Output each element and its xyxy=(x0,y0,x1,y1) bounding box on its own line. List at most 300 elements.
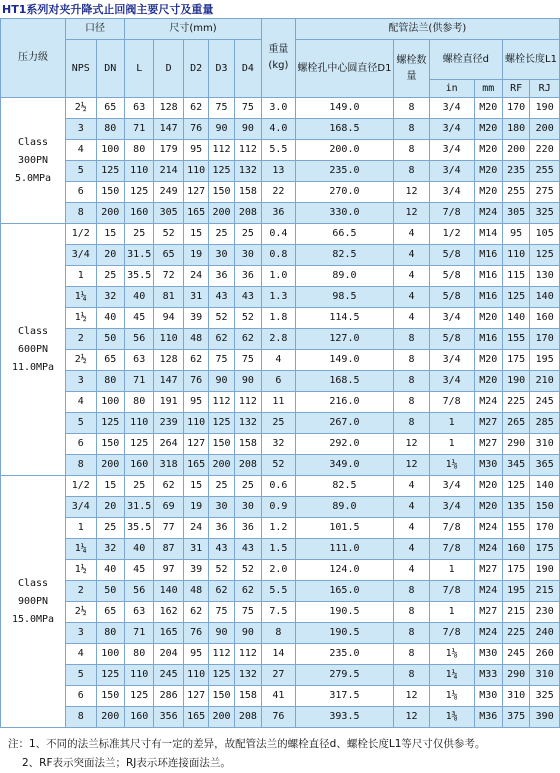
table-cell: 3/4 xyxy=(429,161,474,182)
table-cell: 77 xyxy=(154,518,183,539)
table-cell: M33 xyxy=(474,665,502,686)
table-cell: 4 xyxy=(394,287,430,308)
table-cell: 94 xyxy=(154,308,183,329)
table-cell: 155 xyxy=(502,329,529,350)
table-cell: 285 xyxy=(530,413,560,434)
table-cell: 56 xyxy=(124,581,153,602)
table-cell: 31 xyxy=(183,287,208,308)
table-cell: M14 xyxy=(474,224,502,245)
table-cell: 147 xyxy=(154,371,183,392)
table-cell: 132 xyxy=(234,161,261,182)
table-cell: 112 xyxy=(234,644,261,665)
table-cell: 32 xyxy=(262,434,296,455)
table-cell: 125 xyxy=(96,665,124,686)
table-cell: 50 xyxy=(96,329,124,350)
table-cell: 71 xyxy=(124,371,153,392)
table-cell: 149.0 xyxy=(295,98,394,119)
table-cell: 200 xyxy=(530,119,560,140)
table-row xyxy=(1,140,560,161)
table-cell: 240 xyxy=(530,623,560,644)
table-cell: 170 xyxy=(530,518,560,539)
table-cell: 160 xyxy=(502,539,529,560)
table-cell: 345 xyxy=(502,455,529,476)
header-dimensions: 尺寸(mm) xyxy=(124,19,261,40)
table-cell: 112 xyxy=(209,644,234,665)
pressure-class-line: 5.0MPa xyxy=(14,172,52,184)
table-cell: 1⅜ xyxy=(429,707,474,728)
table-cell: 40 xyxy=(124,539,153,560)
table-cell: 8 xyxy=(394,371,430,392)
table-cell: 19 xyxy=(183,497,208,518)
table-cell: 393.5 xyxy=(295,707,394,728)
table-cell: 1.8 xyxy=(262,308,296,329)
table-cell: 43 xyxy=(234,539,261,560)
table-cell: 204 xyxy=(154,644,183,665)
table-cell: 0.6 xyxy=(262,476,296,497)
table-cell: 41 xyxy=(262,686,296,707)
table-cell: M30 xyxy=(474,686,502,707)
table-cell: 75 xyxy=(209,350,234,371)
pressure-class-line: Class xyxy=(17,325,49,337)
header-bore: 口径 xyxy=(66,19,125,40)
table-cell: 30 xyxy=(209,245,234,266)
table-cell: 112 xyxy=(209,392,234,413)
table-cell: 7/8 xyxy=(429,539,474,560)
table-cell: 168.5 xyxy=(295,371,394,392)
header-mm: mm xyxy=(474,80,502,98)
table-cell: 75 xyxy=(234,602,261,623)
table-cell: 14 xyxy=(262,644,296,665)
table-cell: 15 xyxy=(96,224,124,245)
table-cell: 1.2 xyxy=(262,518,296,539)
table-row xyxy=(1,644,560,665)
table-cell: 255 xyxy=(530,161,560,182)
table-cell: 3 xyxy=(66,371,96,392)
table-cell: 8 xyxy=(66,203,96,224)
table-row xyxy=(1,665,560,686)
header-nps: NPS xyxy=(66,40,96,98)
table-cell: M24 xyxy=(474,518,502,539)
table-cell: 80 xyxy=(96,119,124,140)
header-row-1 xyxy=(1,19,560,40)
pressure-class-line: Class xyxy=(17,136,49,148)
table-cell: 6 xyxy=(66,182,96,203)
table-cell: 50 xyxy=(96,581,124,602)
table-cell: 12 xyxy=(394,707,430,728)
table-cell: M27 xyxy=(474,602,502,623)
header-flange: 配管法兰(供参考) xyxy=(295,19,559,40)
table-cell: 4 xyxy=(394,539,430,560)
table-cell: 52 xyxy=(154,224,183,245)
table-cell: 390 xyxy=(530,707,560,728)
header-d4: D4 xyxy=(234,40,261,98)
table-cell: 7/8 xyxy=(429,623,474,644)
table-cell: 25 xyxy=(209,224,234,245)
table-cell: 195 xyxy=(530,350,560,371)
table-cell: 8 xyxy=(394,140,430,161)
table-row xyxy=(1,371,560,392)
table-cell: 1¼ xyxy=(66,287,96,308)
table-cell: 4.0 xyxy=(262,119,296,140)
table-row xyxy=(1,161,560,182)
table-cell: 128 xyxy=(154,350,183,371)
pressure-class-cell xyxy=(1,476,66,728)
table-cell: 35.5 xyxy=(124,266,153,287)
table-cell: 3/4 xyxy=(429,497,474,518)
table-cell: 97 xyxy=(154,560,183,581)
table-cell: 11 xyxy=(262,392,296,413)
footnote-1: 注：1、不同的法兰标准其尺寸有一定的差异，故配管法兰的螺栓直径d、螺栓长度L1等尺寸仅供参考。 xyxy=(8,738,486,750)
table-cell: 31 xyxy=(183,539,208,560)
table-cell: 8 xyxy=(394,602,430,623)
table-cell: 0.4 xyxy=(262,224,296,245)
table-cell: 180 xyxy=(502,119,529,140)
table-cell: 125 xyxy=(209,665,234,686)
table-cell: 62 xyxy=(234,329,261,350)
table-cell: 8 xyxy=(394,161,430,182)
table-cell: 5/8 xyxy=(429,287,474,308)
table-cell: 195 xyxy=(502,581,529,602)
table-cell: 200 xyxy=(502,140,529,161)
table-cell: 65 xyxy=(96,98,124,119)
table-cell: 25 xyxy=(234,224,261,245)
table-cell: M24 xyxy=(474,539,502,560)
table-cell: M24 xyxy=(474,623,502,644)
table-cell: 19 xyxy=(183,245,208,266)
table-row xyxy=(1,602,560,623)
table-cell: 3/4 xyxy=(429,308,474,329)
pressure-class-cell xyxy=(1,98,66,224)
table-cell: 150 xyxy=(96,434,124,455)
table-cell: 245 xyxy=(530,392,560,413)
table-cell: 80 xyxy=(124,644,153,665)
table-cell: 4 xyxy=(394,497,430,518)
table-cell: 76 xyxy=(183,623,208,644)
header-weight: 重量(kg) xyxy=(262,19,296,98)
header-d2: D2 xyxy=(183,40,208,98)
header-bolt-qty: 螺栓数量 xyxy=(394,40,430,98)
table-cell: 12 xyxy=(394,686,430,707)
table-cell: 8 xyxy=(394,119,430,140)
table-cell: 132 xyxy=(234,413,261,434)
dimensions-table xyxy=(0,18,560,728)
table-cell: 127 xyxy=(183,434,208,455)
table-row xyxy=(1,245,560,266)
table-cell: 125 xyxy=(502,476,529,497)
table-row xyxy=(1,497,560,518)
table-cell: 318 xyxy=(154,455,183,476)
table-cell: M20 xyxy=(474,371,502,392)
table-cell: M20 xyxy=(474,140,502,161)
table-row xyxy=(1,98,560,119)
table-row xyxy=(1,434,560,455)
table-cell: 15 xyxy=(183,224,208,245)
table-cell: 245 xyxy=(154,665,183,686)
table-cell: 95 xyxy=(183,392,208,413)
table-cell: 75 xyxy=(209,602,234,623)
table-cell: 160 xyxy=(124,707,153,728)
table-cell: 1⅛ xyxy=(429,686,474,707)
table-cell: 175 xyxy=(502,350,529,371)
table-cell: 39 xyxy=(183,308,208,329)
table-cell: 191 xyxy=(154,392,183,413)
table-row xyxy=(1,623,560,644)
table-cell: 214 xyxy=(154,161,183,182)
table-cell: 286 xyxy=(154,686,183,707)
pressure-class-line: 600PN xyxy=(17,343,49,355)
header-rf: RF xyxy=(502,80,529,98)
table-cell: 75 xyxy=(234,98,261,119)
table-cell: 132 xyxy=(234,665,261,686)
pressure-class-line: 15.0MPa xyxy=(11,613,55,625)
table-cell: 310 xyxy=(530,434,560,455)
table-cell: 330.0 xyxy=(295,203,394,224)
table-row xyxy=(1,224,560,245)
table-cell: 210 xyxy=(530,371,560,392)
table-cell: M16 xyxy=(474,329,502,350)
table-cell: 349.0 xyxy=(295,455,394,476)
table-cell: 4 xyxy=(394,266,430,287)
table-cell: 32 xyxy=(96,287,124,308)
table-cell: 3.0 xyxy=(262,98,296,119)
table-cell: 36 xyxy=(234,266,261,287)
table-cell: 43 xyxy=(234,287,261,308)
table-cell: M36 xyxy=(474,707,502,728)
table-cell: 1 xyxy=(429,560,474,581)
table-cell: 48 xyxy=(183,329,208,350)
footnotes xyxy=(8,735,485,773)
pressure-class-line: 300PN xyxy=(17,154,49,166)
table-cell: 200 xyxy=(209,203,234,224)
table-cell: 8 xyxy=(394,98,430,119)
table-cell: 6 xyxy=(262,371,296,392)
table-cell: 292.0 xyxy=(295,434,394,455)
table-cell: M27 xyxy=(474,560,502,581)
table-row xyxy=(1,119,560,140)
table-cell: 150 xyxy=(96,182,124,203)
table-row xyxy=(1,392,560,413)
table-cell: 165 xyxy=(183,203,208,224)
table-cell: 5/8 xyxy=(429,329,474,350)
table-cell: 2½ xyxy=(66,602,96,623)
table-cell: 25 xyxy=(124,476,153,497)
table-cell: 76 xyxy=(262,707,296,728)
table-cell: 168.5 xyxy=(295,119,394,140)
table-cell: 2½ xyxy=(66,350,96,371)
table-cell: 235 xyxy=(502,161,529,182)
table-cell: 8 xyxy=(394,350,430,371)
table-cell: 80 xyxy=(124,392,153,413)
table-cell: 105 xyxy=(530,224,560,245)
table-cell: 75 xyxy=(209,98,234,119)
table-cell: 110 xyxy=(124,413,153,434)
table-row xyxy=(1,287,560,308)
table-cell: 1/2 xyxy=(66,224,96,245)
header-bolt-len: 螺栓长度L1 xyxy=(502,40,559,80)
table-cell: 127 xyxy=(183,686,208,707)
table-cell: 175 xyxy=(502,560,529,581)
table-cell: 48 xyxy=(183,581,208,602)
table-cell: 127.0 xyxy=(295,329,394,350)
table-cell: 30 xyxy=(234,497,261,518)
table-row xyxy=(1,455,560,476)
table-cell: 216.0 xyxy=(295,392,394,413)
table-cell: 82.5 xyxy=(295,245,394,266)
table-row xyxy=(1,350,560,371)
table-cell: 89.0 xyxy=(295,497,394,518)
table-cell: 45 xyxy=(124,560,153,581)
table-cell: 40 xyxy=(124,287,153,308)
table-cell: 1¼ xyxy=(66,539,96,560)
table-cell: 3/4 xyxy=(429,476,474,497)
table-cell: 1 xyxy=(429,602,474,623)
table-cell: 215 xyxy=(530,581,560,602)
table-cell: 127 xyxy=(183,182,208,203)
table-cell: 245 xyxy=(502,644,529,665)
table-cell: 32 xyxy=(96,539,124,560)
table-cell: 208 xyxy=(234,203,261,224)
table-cell: 87 xyxy=(154,539,183,560)
table-cell: 130 xyxy=(530,266,560,287)
table-cell: 30 xyxy=(209,497,234,518)
table-cell: M30 xyxy=(474,644,502,665)
table-cell: 125 xyxy=(124,182,153,203)
table-cell: 305 xyxy=(154,203,183,224)
table-cell: 225 xyxy=(502,623,529,644)
table-cell: 4 xyxy=(66,140,96,161)
table-cell: 220 xyxy=(530,140,560,161)
table-cell: 3/4 xyxy=(429,140,474,161)
table-cell: 25 xyxy=(209,476,234,497)
table-row xyxy=(1,686,560,707)
table-cell: 135 xyxy=(502,497,529,518)
table-cell: 8 xyxy=(394,581,430,602)
table-cell: 140 xyxy=(502,308,529,329)
table-cell: 80 xyxy=(124,140,153,161)
table-cell: 52 xyxy=(209,560,234,581)
table-cell: 290 xyxy=(502,665,529,686)
table-cell: 170 xyxy=(530,329,560,350)
table-cell: 265 xyxy=(502,413,529,434)
table-cell: M24 xyxy=(474,203,502,224)
table-cell: 25 xyxy=(96,518,124,539)
table-cell: 1 xyxy=(429,434,474,455)
table-cell: 279.5 xyxy=(295,665,394,686)
table-cell: 356 xyxy=(154,707,183,728)
table-cell: 5/8 xyxy=(429,245,474,266)
table-cell: 8 xyxy=(262,623,296,644)
table-cell: 190.5 xyxy=(295,602,394,623)
table-cell: 69 xyxy=(154,497,183,518)
table-cell: 125 xyxy=(124,686,153,707)
table-cell: 147 xyxy=(154,119,183,140)
table-cell: 235.0 xyxy=(295,161,394,182)
table-cell: 149.0 xyxy=(295,350,394,371)
table-cell: 4 xyxy=(394,308,430,329)
table-cell: 2½ xyxy=(66,98,96,119)
table-cell: 110 xyxy=(124,665,153,686)
table-cell: 66.5 xyxy=(295,224,394,245)
table-cell: 43 xyxy=(209,539,234,560)
table-row xyxy=(1,266,560,287)
table-cell: 52 xyxy=(234,308,261,329)
table-row xyxy=(1,560,560,581)
table-cell: 89.0 xyxy=(295,266,394,287)
table-cell: 110 xyxy=(183,161,208,182)
table-cell: 4 xyxy=(394,560,430,581)
table-cell: 200.0 xyxy=(295,140,394,161)
table-cell: 124.0 xyxy=(295,560,394,581)
table-cell: 0.8 xyxy=(262,245,296,266)
table-cell: 150 xyxy=(209,182,234,203)
table-cell: 3/4 xyxy=(429,98,474,119)
table-cell: 125 xyxy=(530,245,560,266)
table-cell: 76 xyxy=(183,371,208,392)
table-cell: M27 xyxy=(474,413,502,434)
table-cell: 8 xyxy=(394,665,430,686)
table-cell: 36 xyxy=(209,266,234,287)
table-cell: 20 xyxy=(96,497,124,518)
table-cell: 4 xyxy=(394,476,430,497)
table-cell: 0.9 xyxy=(262,497,296,518)
table-cell: 110 xyxy=(183,413,208,434)
table-cell: M20 xyxy=(474,119,502,140)
header-bolt-dia: 螺栓直径d xyxy=(429,40,502,80)
table-cell: 63 xyxy=(124,350,153,371)
table-row xyxy=(1,476,560,497)
table-cell: 7/8 xyxy=(429,518,474,539)
table-cell: 235.0 xyxy=(295,644,394,665)
table-row xyxy=(1,539,560,560)
table-cell: 190.5 xyxy=(295,623,394,644)
table-cell: 62 xyxy=(154,476,183,497)
table-cell: 4 xyxy=(66,392,96,413)
table-cell: 150 xyxy=(209,434,234,455)
table-cell: 200 xyxy=(96,203,124,224)
table-cell: M20 xyxy=(474,476,502,497)
table-cell: 62 xyxy=(209,329,234,350)
page-title: HT1系列对夹升降式止回阀主要尺寸及重量 xyxy=(2,3,214,16)
header-l: L xyxy=(124,40,153,98)
table-cell: 310 xyxy=(530,665,560,686)
header-bolt-circle: 螺栓孔中心圆直径D1 xyxy=(295,40,394,98)
table-cell: 200 xyxy=(96,455,124,476)
table-cell: 2 xyxy=(66,581,96,602)
table-cell: 62 xyxy=(183,98,208,119)
table-cell: 5/8 xyxy=(429,266,474,287)
table-cell: 5 xyxy=(66,665,96,686)
table-cell: 158 xyxy=(234,686,261,707)
table-cell: M27 xyxy=(474,434,502,455)
table-cell: M16 xyxy=(474,266,502,287)
table-cell: 190 xyxy=(502,371,529,392)
table-cell: 140 xyxy=(530,476,560,497)
table-cell: 90 xyxy=(209,119,234,140)
table-cell: 125 xyxy=(209,413,234,434)
table-cell: 260 xyxy=(530,644,560,665)
table-cell: 71 xyxy=(124,623,153,644)
table-cell: 25 xyxy=(124,224,153,245)
table-cell: 100 xyxy=(96,392,124,413)
table-cell: M20 xyxy=(474,497,502,518)
table-cell: 7/8 xyxy=(429,392,474,413)
table-cell: 95 xyxy=(183,644,208,665)
table-cell: 22 xyxy=(262,182,296,203)
table-cell: 12 xyxy=(394,203,430,224)
table-cell: 150 xyxy=(530,497,560,518)
table-row xyxy=(1,203,560,224)
table-cell: 112 xyxy=(209,140,234,161)
